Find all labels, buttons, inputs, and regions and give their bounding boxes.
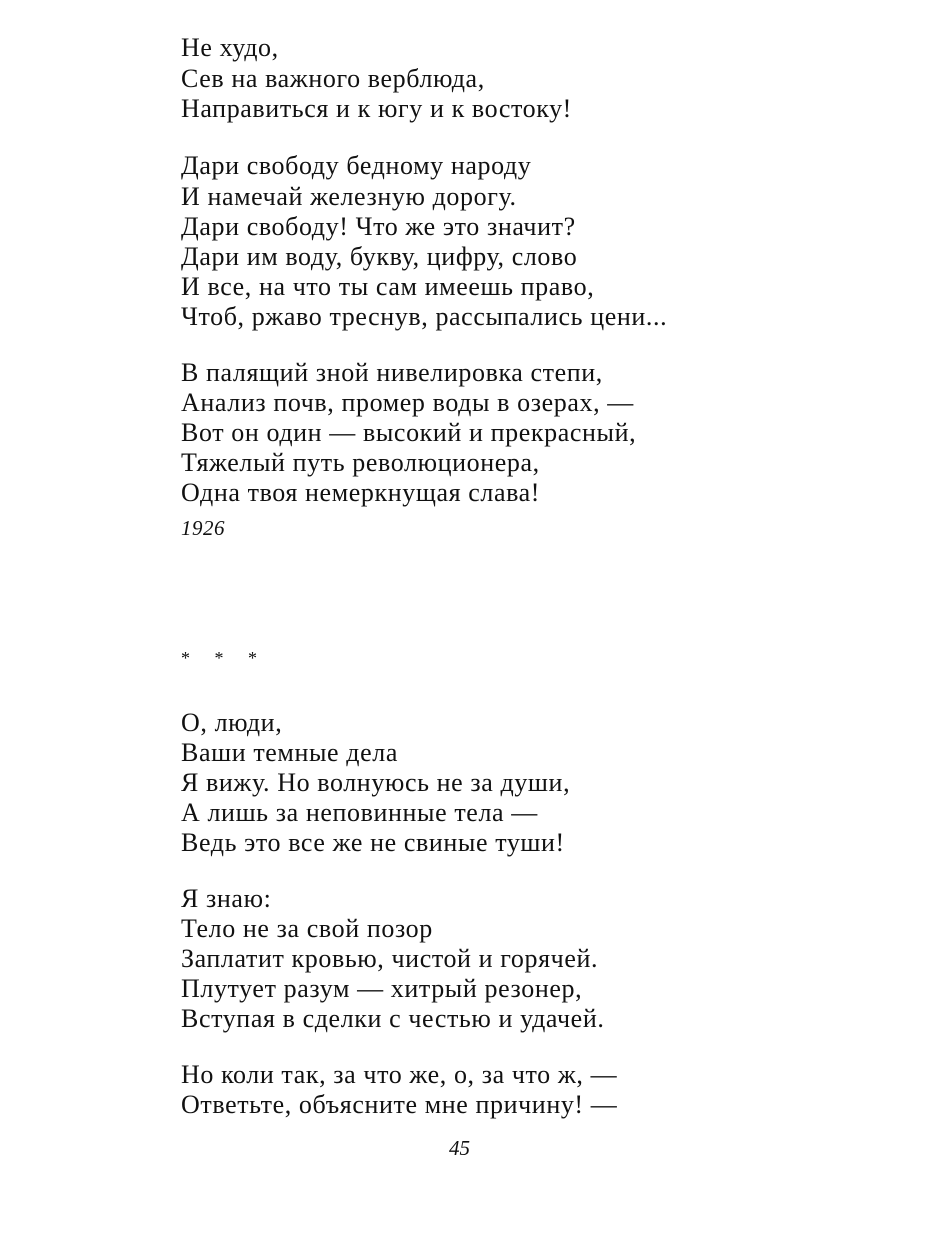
section-separator: * * *: [181, 648, 267, 668]
poem-date: 1926: [181, 516, 225, 540]
poem1-line: Сев на важного верблюда,: [181, 64, 485, 93]
poem1-line: Не худо,: [181, 33, 279, 62]
poem1-line: В палящий зной нивелировка степи,: [181, 358, 603, 387]
poem2-line: Ведь это все же не свиные туши!: [181, 828, 565, 857]
poem1-line: Дари свободу бедному народу: [181, 151, 532, 180]
poem2-line: А лишь за неповинные тела —: [181, 798, 538, 827]
poem1-line: Дари свободу! Что же это значит?: [181, 212, 576, 241]
poem1-line: Чтоб, ржаво треснув, рассыпались цени...: [181, 302, 668, 331]
poem1-line: Анализ почв, промер воды в озерах, —: [181, 388, 634, 417]
poem2-line: Я вижу. Но волнуюсь не за души,: [181, 768, 571, 797]
poem2-line: Тело не за свой позор: [181, 914, 433, 943]
poem1-line: Дари им воду, букву, цифру, слово: [181, 242, 578, 271]
poem2-line: Заплатит кровью, чистой и горячей.: [181, 944, 599, 973]
poem1-line: И все, на что ты сам имеешь право,: [181, 272, 595, 301]
poem2-line: Я знаю:: [181, 884, 272, 913]
poem1-line: Тяжелый путь революционера,: [181, 448, 540, 477]
poem2-line: Ваши темные дела: [181, 738, 398, 767]
poem2-line: О, люди,: [181, 708, 283, 737]
poem1-line: Вот он один — высокий и прекрасный,: [181, 418, 637, 447]
page-number: 45: [449, 1136, 470, 1160]
poem1-line: Одна твоя немеркнущая слава!: [181, 478, 541, 507]
poem2-line: Но коли так, за что же, о, за что ж, —: [181, 1060, 618, 1089]
poem1-line: Направиться и к югу и к востоку!: [181, 94, 572, 123]
poem2-line: Ответьте, объясните мне причину! —: [181, 1090, 618, 1119]
poem2-line: Вступая в сделки с честью и удачей.: [181, 1004, 605, 1033]
poem1-line: И намечай железную дорогу.: [181, 182, 517, 211]
poem2-line: Плутует разум — хитрый резонер,: [181, 974, 583, 1003]
